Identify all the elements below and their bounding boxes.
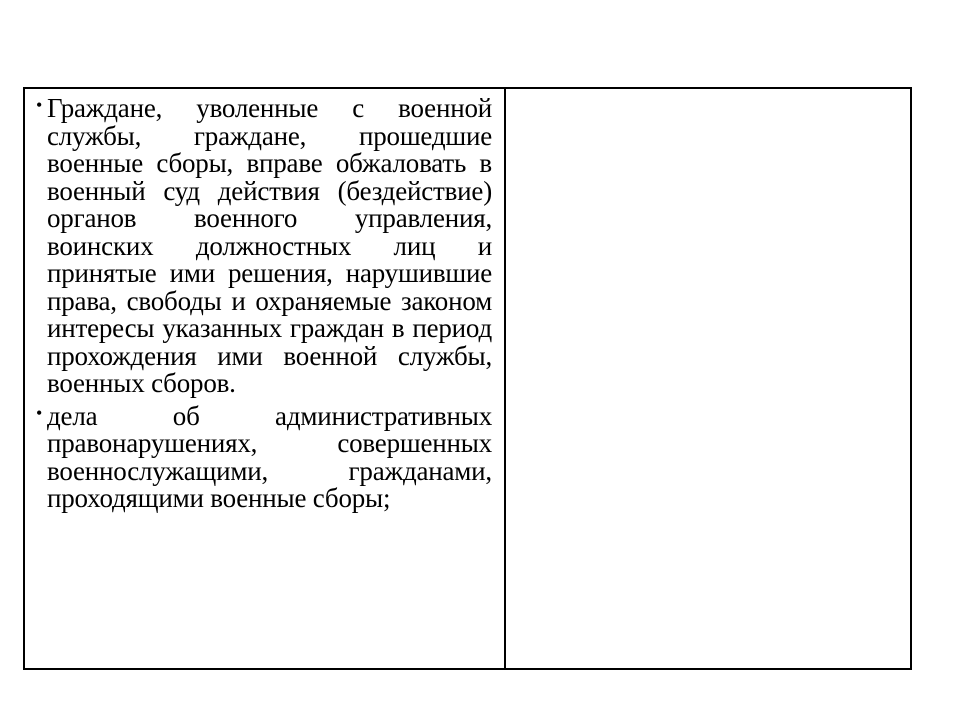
bullet-dot-icon: •: [36, 95, 43, 115]
table-cell-left: [25, 89, 506, 668]
bullet-text: Граждане, уволенные с военной службы, граждане, прошедшие военные сборы, вправе обжаловать в военный суд действия (бездействие) органов военного управления, воинских должностных лиц и принятые ими решения, нарушившие права, свободы и охраняемые законом интересы указанных граждан в период прохождения ими военной службы, военных сборов.: [47, 93, 492, 398]
bullet-text: дела об административных правонарушениях, совершенных военнослужащими, гражданами, проходящими военные сборы;: [47, 400, 492, 513]
content-table: [23, 87, 912, 670]
bullet-item: [36, 400, 492, 513]
bullet-dot-icon: •: [36, 402, 43, 423]
bullet-item: [36, 95, 492, 398]
table-cell-right: [506, 89, 910, 668]
